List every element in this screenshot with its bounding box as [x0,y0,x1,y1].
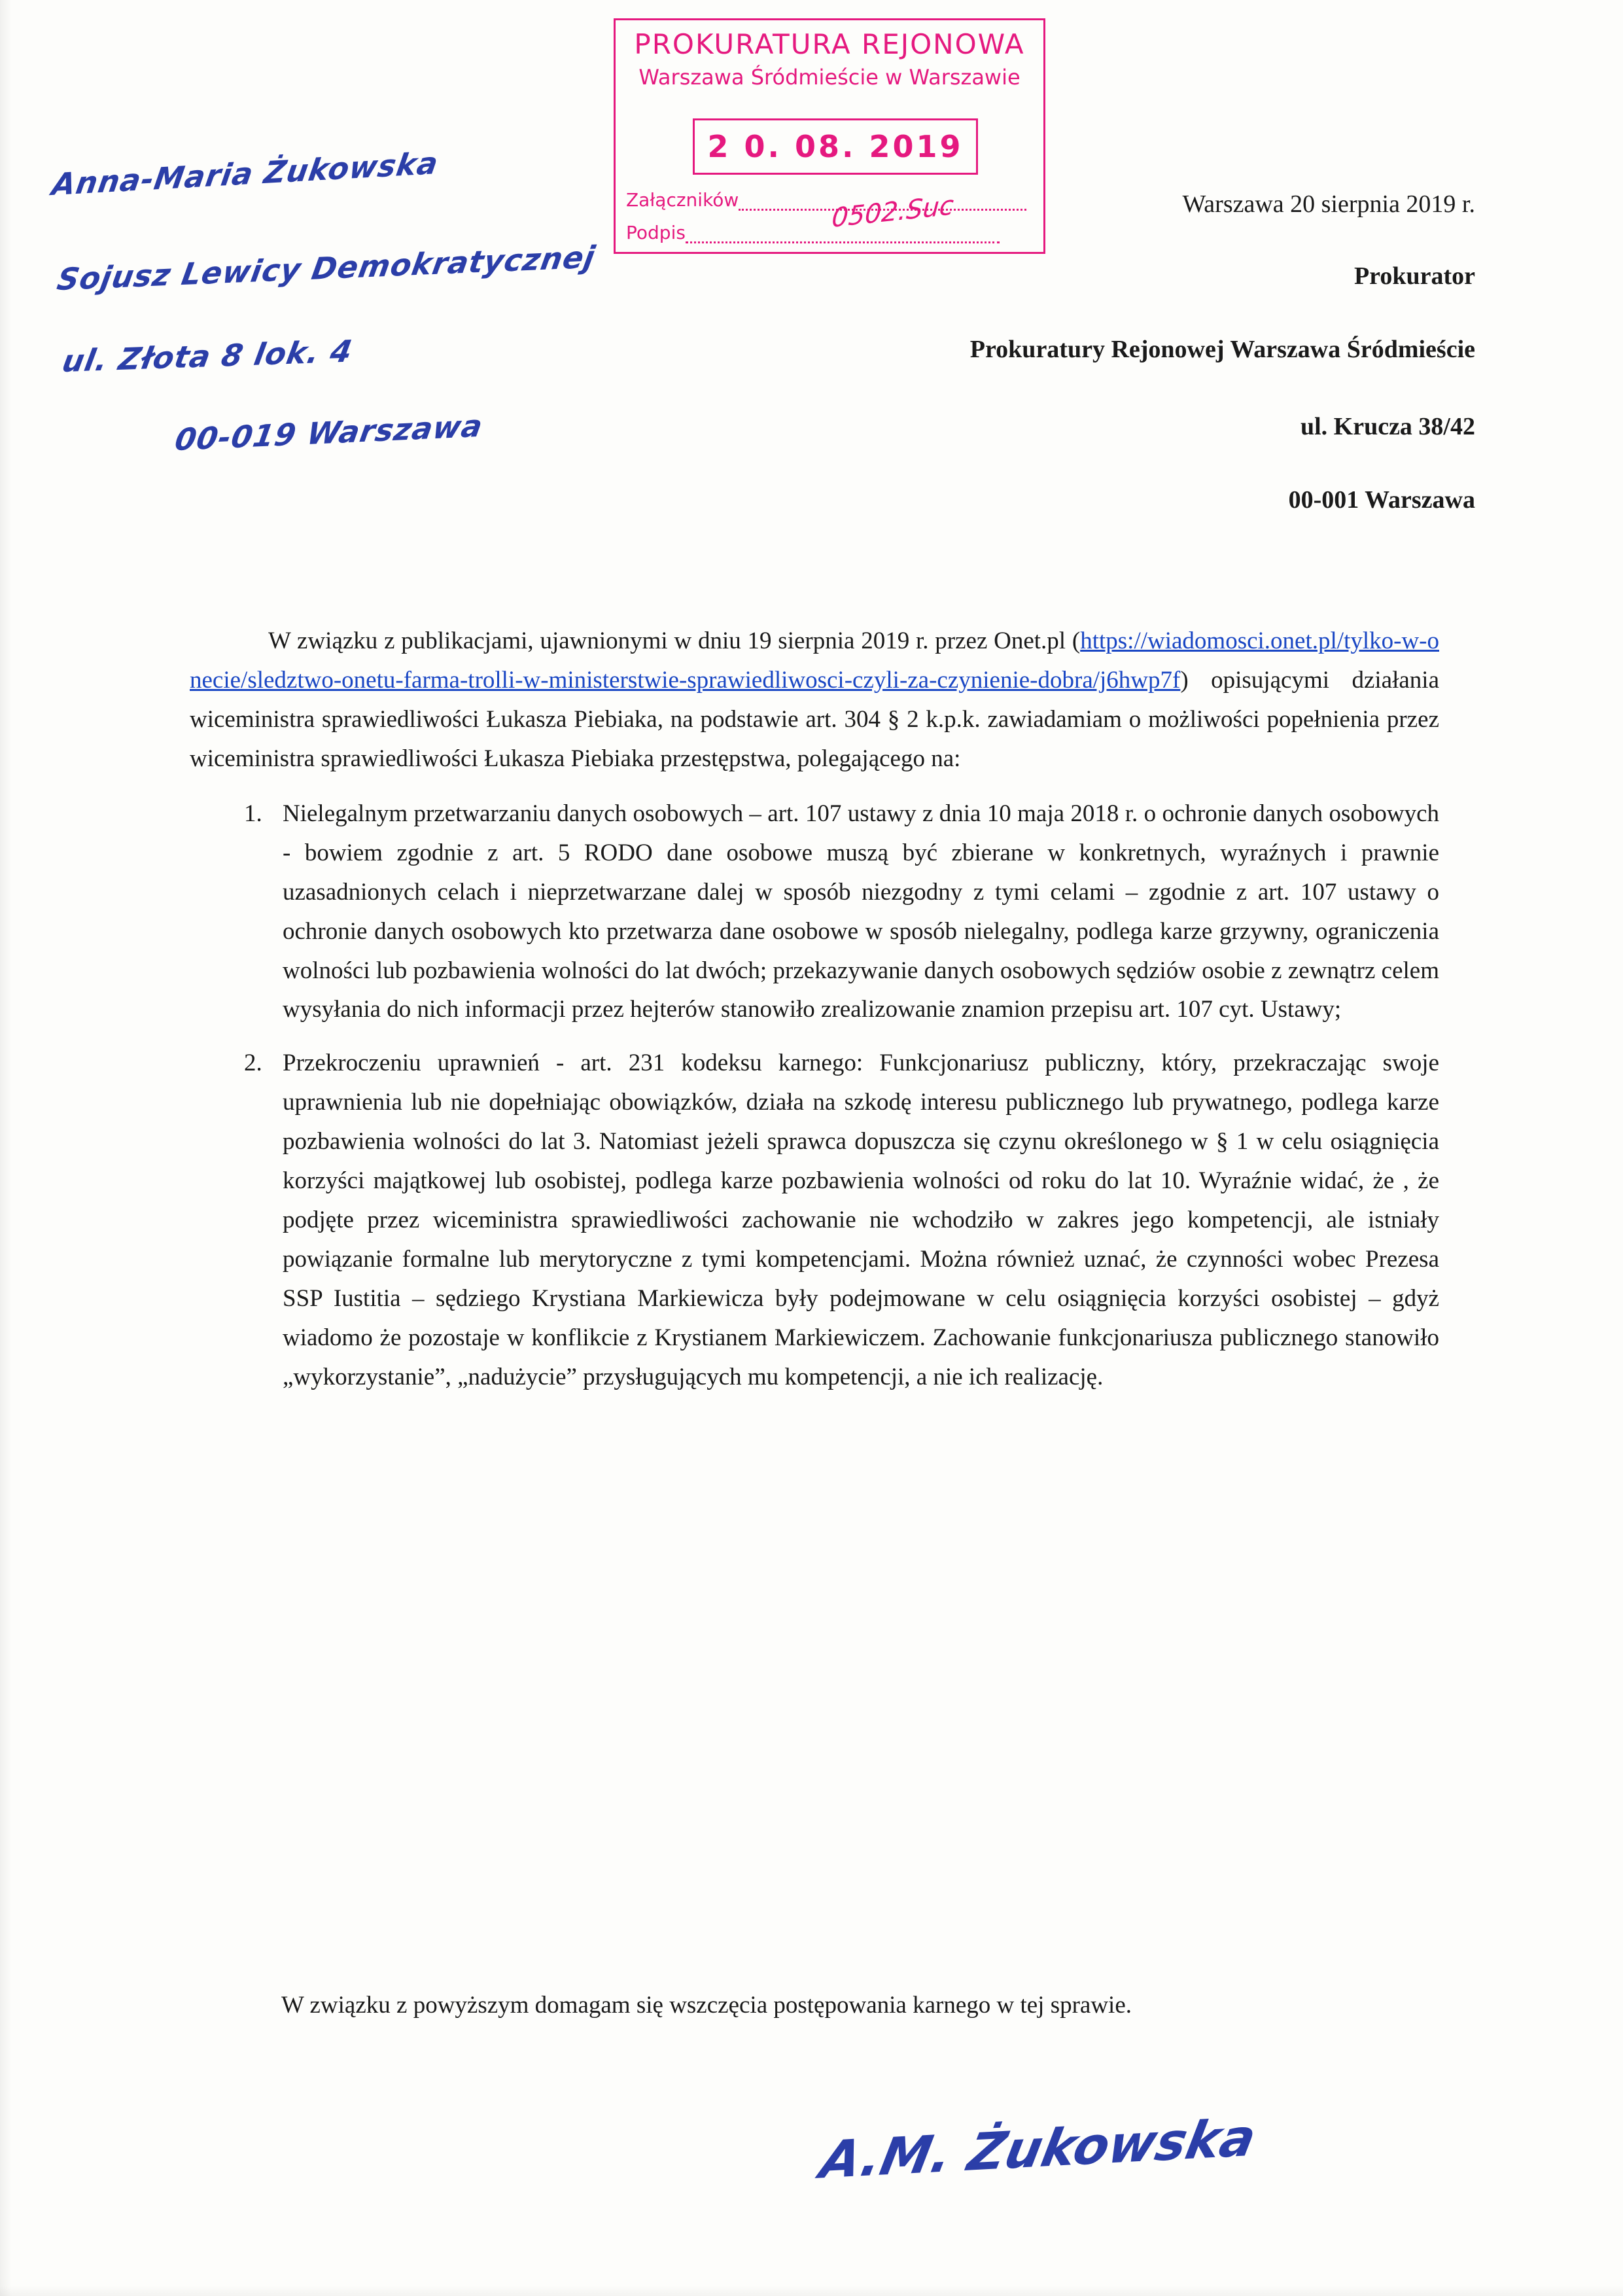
list-item: 2. Przekroczeniu uprawnień - art. 231 kodeksu karnego: Funkcjonariusz publiczny, który, przekraczając swoje uprawnienia lub nie dopełniając obowiązków, działa na szkodę interesu publicznego lub prywatnego, podlega karze pozbawienia wolności do lat 3. Natomiast jeżeli sprawca dopuszcza się czynu określonego w § 1 w celu osiągnięcia korzyści majątkowej lub osobistej, podlega karze pozbawienia wolności od roku do lat 10. Wyraźnie widać, że , że podjęte przez wiceministra sprawiedliwości zachowanie nie wchodziło w zakres jego kompetencji, ale istniały powiązanie formalne lub merytoryczne z tymi kompetencjami. Można również uznać, że czynności wobec Prezesa SSP Iustitia – sędziego Krystiana Markiewicza były podejmowane w celu osiągnięcia korzyści osobistej – gdyż wiadomo że pozostaje w konflikcie z Krystianem Markiewiczem. Zachowanie funkcjonariusza publicznego stanowiło „wykorzystanie”, „nadużycie” przysługujących mu kompetencji, a nie ich realizację. [268,1044,1439,1396]
intro-text-second: opisującymi działania wiceministra sprawiedliwości Łukasza Piebiaka, na podstawie art. 304 § 2 k.p.k. zawiadamiam o możliwości popełnienia przez wiceministra sprawiedliwości Łukasza Piebiaka przestępstwa, polegającego na: [190,666,1439,772]
intro-text-first: W związku z publikacjami, ujawnionymi w dniu 19 sierpnia 2019 r. przez Onet.pl [268,627,1066,654]
handwritten-signature: A.M. Żukowska [815,2108,1261,2191]
stamp-attachments-label: Załączników [626,189,739,211]
document-body [190,622,1439,1411]
scan-edge-bottom [0,2286,1623,2296]
claims-list [190,794,1439,1397]
stamp-attachments-row [626,189,1026,211]
closing-paragraph: W związku z powyższym domagam się wszczęcia postępowania karnego w tej sprawie. [281,1992,1132,2019]
link-paren-close: ) [1180,666,1189,694]
stamp-signature-scribble: 0502.Suc [830,190,955,234]
stamp-office-location: Warszawa Śródmieście w Warszawie [638,65,1021,90]
handwritten-sender-name: Anna-Maria Żukowska [49,145,442,203]
stamp-date: 2 0. 08. 2019 [693,118,978,175]
addressee-city: 00-001 Warszawa [1288,486,1475,514]
stamp-signature-label: Podpis [626,222,686,243]
document-date-place: Warszawa 20 sierpnia 2019 r. [1182,190,1475,218]
handwritten-sender-org: Sojusz Lewicy Demokratycznej [54,239,599,298]
intro-paragraph [190,622,1439,779]
onet-article-link[interactable]: https://wiadomosci.onet.pl/tylko-w-onecie/sledztwo-onetu-farma-trolli-w-ministerstwie-sprawiedliwosci-czyli-za-czynienie-dobra/j6hwp7f [190,627,1439,694]
handwritten-sender-city: 00-019 Warszawa [172,408,486,458]
addressee-office: Prokuratury Rejonowej Warszawa Śródmieście [969,336,1475,363]
scan-edge-left [0,0,12,2296]
stamp-office-name: PROKURATURA REJONOWA [634,28,1025,60]
list-item: 1. Nielegalnym przetwarzaniu danych osobowych – art. 107 ustawy z dnia 10 maja 2018 r. o ochronie danych osobowych - bowiem zgodnie z art. 5 RODO dane osobowe muszą być zbierane w konkretnych, wyraźnych i prawnie uzasadnionych celach i nieprzetwarzane dalej w sposób niezgodny z tymi celami – zgodnie z art. 107 ustawy o ochronie danych osobowych kto przetwarza dane osobowe w sposób nielegalny, podlega karze grzywny, ograniczenia wolności lub pozbawienia wolności do lat dwóch; przekazywanie danych osobowych sędziów osobie z zewnątrz celem wysyłania do nich informacji przez hejterów stanowiło zrealizowanie znamion przepisu art. 107 cyt. Ustawy; [268,794,1439,1030]
handwritten-sender-street: ul. Złota 8 lok. 4 [60,333,356,380]
addressee-title: Prokurator [1353,262,1475,290]
link-paren-open: ( [1072,627,1081,654]
stamp-signature-row [626,222,1000,243]
addressee-street: ul. Krucza 38/42 [1300,413,1475,440]
prosecutor-office-stamp [614,18,1045,254]
